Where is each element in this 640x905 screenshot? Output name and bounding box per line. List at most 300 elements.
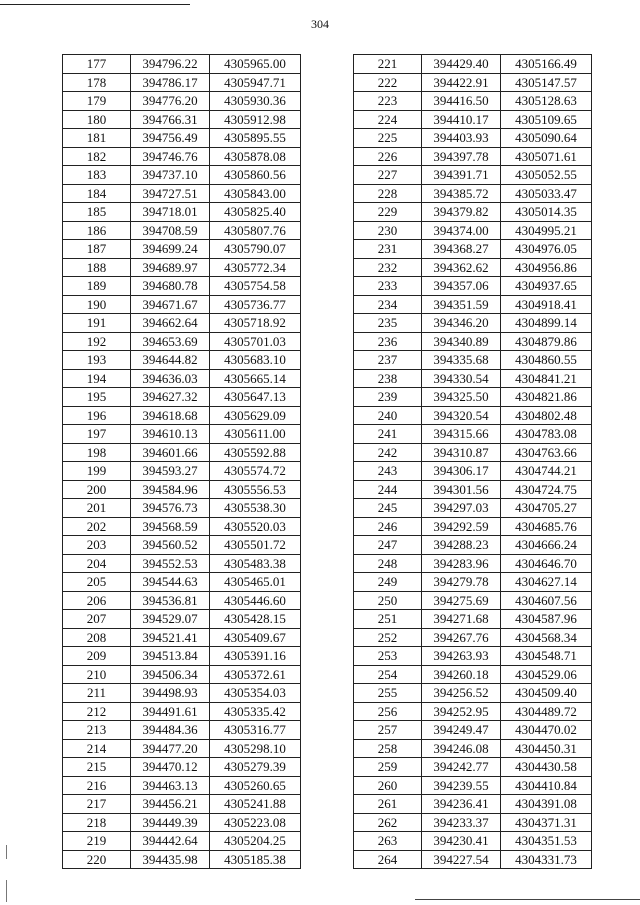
margin-mark <box>6 845 7 859</box>
y-coordinate: 4305701.03 <box>210 332 301 351</box>
table-row <box>354 499 592 518</box>
point-number: 242 <box>354 443 422 462</box>
point-number: 186 <box>63 221 131 240</box>
x-coordinate: 394449.39 <box>131 813 210 832</box>
y-coordinate: 4305354.03 <box>210 684 301 703</box>
x-coordinate: 394297.03 <box>422 499 501 518</box>
x-coordinate: 394442.64 <box>131 832 210 851</box>
table-row <box>354 425 592 444</box>
y-coordinate: 4305574.72 <box>210 462 301 481</box>
y-coordinate: 4304821.86 <box>501 388 592 407</box>
point-number: 201 <box>63 499 131 518</box>
table-row <box>63 776 301 795</box>
table-row <box>63 462 301 481</box>
x-coordinate: 394236.41 <box>422 795 501 814</box>
x-coordinate: 394260.18 <box>422 665 501 684</box>
table-row <box>63 129 301 148</box>
point-number: 236 <box>354 332 422 351</box>
y-coordinate: 4304995.21 <box>501 221 592 240</box>
y-coordinate: 4305629.09 <box>210 406 301 425</box>
point-number: 232 <box>354 258 422 277</box>
table-row <box>63 240 301 259</box>
y-coordinate: 4305446.60 <box>210 591 301 610</box>
table-row <box>354 129 592 148</box>
y-coordinate: 4304529.06 <box>501 665 592 684</box>
y-coordinate: 4304860.55 <box>501 351 592 370</box>
table-row <box>354 591 592 610</box>
table-row <box>354 628 592 647</box>
y-coordinate: 4304627.14 <box>501 573 592 592</box>
x-coordinate: 394529.07 <box>131 610 210 629</box>
point-number: 238 <box>354 369 422 388</box>
x-coordinate: 394310.87 <box>422 443 501 462</box>
point-number: 227 <box>354 166 422 185</box>
y-coordinate: 4305947.71 <box>210 73 301 92</box>
x-coordinate: 394536.81 <box>131 591 210 610</box>
table-row <box>63 832 301 851</box>
y-coordinate: 4305335.42 <box>210 702 301 721</box>
point-number: 203 <box>63 536 131 555</box>
y-coordinate: 4305409.67 <box>210 628 301 647</box>
point-number: 219 <box>63 832 131 851</box>
x-coordinate: 394340.89 <box>422 332 501 351</box>
point-number: 216 <box>63 776 131 795</box>
table-row <box>63 665 301 684</box>
point-number: 263 <box>354 832 422 851</box>
table-row <box>354 351 592 370</box>
x-coordinate: 394397.78 <box>422 147 501 166</box>
y-coordinate: 4304646.70 <box>501 554 592 573</box>
point-number: 207 <box>63 610 131 629</box>
x-coordinate: 394796.22 <box>131 55 210 74</box>
point-number: 249 <box>354 573 422 592</box>
point-number: 189 <box>63 277 131 296</box>
x-coordinate: 394301.56 <box>422 480 501 499</box>
table-row <box>354 277 592 296</box>
point-number: 217 <box>63 795 131 814</box>
table-row <box>354 147 592 166</box>
point-number: 179 <box>63 92 131 111</box>
point-number: 253 <box>354 647 422 666</box>
y-coordinate: 4304956.86 <box>501 258 592 277</box>
table-row <box>63 591 301 610</box>
y-coordinate: 4305718.92 <box>210 314 301 333</box>
table-row <box>63 332 301 351</box>
x-coordinate: 394552.53 <box>131 554 210 573</box>
table-row <box>63 295 301 314</box>
y-coordinate: 4304410.84 <box>501 776 592 795</box>
x-coordinate: 394379.82 <box>422 203 501 222</box>
table-row <box>354 314 592 333</box>
table-row <box>63 517 301 536</box>
x-coordinate: 394737.10 <box>131 166 210 185</box>
table-row <box>354 739 592 758</box>
x-coordinate: 394230.41 <box>422 832 501 851</box>
x-coordinate: 394746.76 <box>131 147 210 166</box>
table-row <box>63 55 301 74</box>
point-number: 187 <box>63 240 131 259</box>
point-number: 264 <box>354 850 422 869</box>
point-number: 197 <box>63 425 131 444</box>
y-coordinate: 4304548.71 <box>501 647 592 666</box>
table-row <box>63 110 301 129</box>
y-coordinate: 4305391.16 <box>210 647 301 666</box>
y-coordinate: 4305298.10 <box>210 739 301 758</box>
y-coordinate: 4305772.34 <box>210 258 301 277</box>
x-coordinate: 394279.78 <box>422 573 501 592</box>
x-coordinate: 394766.31 <box>131 110 210 129</box>
table-row <box>354 684 592 703</box>
x-coordinate: 394653.69 <box>131 332 210 351</box>
coordinates-table-left <box>62 54 301 869</box>
point-number: 213 <box>63 721 131 740</box>
x-coordinate: 394335.68 <box>422 351 501 370</box>
point-number: 195 <box>63 388 131 407</box>
table-row <box>63 628 301 647</box>
point-number: 262 <box>354 813 422 832</box>
x-coordinate: 394256.52 <box>422 684 501 703</box>
table-row <box>354 573 592 592</box>
x-coordinate: 394568.59 <box>131 517 210 536</box>
y-coordinate: 4305090.64 <box>501 129 592 148</box>
table-row <box>63 795 301 814</box>
y-coordinate: 4305166.49 <box>501 55 592 74</box>
x-coordinate: 394689.97 <box>131 258 210 277</box>
table-row <box>63 536 301 555</box>
point-number: 193 <box>63 351 131 370</box>
point-number: 229 <box>354 203 422 222</box>
y-coordinate: 4304351.53 <box>501 832 592 851</box>
page-number: 304 <box>311 17 329 31</box>
point-number: 243 <box>354 462 422 481</box>
x-coordinate: 394429.40 <box>422 55 501 74</box>
table-row <box>63 647 301 666</box>
y-coordinate: 4305185.38 <box>210 850 301 869</box>
point-number: 228 <box>354 184 422 203</box>
x-coordinate: 394239.55 <box>422 776 501 795</box>
y-coordinate: 4304509.40 <box>501 684 592 703</box>
x-coordinate: 394477.20 <box>131 739 210 758</box>
x-coordinate: 394292.59 <box>422 517 501 536</box>
y-coordinate: 4305665.14 <box>210 369 301 388</box>
table-row <box>63 277 301 296</box>
point-number: 226 <box>354 147 422 166</box>
x-coordinate: 394498.93 <box>131 684 210 703</box>
y-coordinate: 4305965.00 <box>210 55 301 74</box>
point-number: 180 <box>63 110 131 129</box>
table-row <box>63 221 301 240</box>
point-number: 241 <box>354 425 422 444</box>
x-coordinate: 394727.51 <box>131 184 210 203</box>
point-number: 210 <box>63 665 131 684</box>
point-number: 194 <box>63 369 131 388</box>
x-coordinate: 394271.68 <box>422 610 501 629</box>
y-coordinate: 4305071.61 <box>501 147 592 166</box>
table-row <box>63 203 301 222</box>
y-coordinate: 4305147.57 <box>501 73 592 92</box>
table-row <box>354 240 592 259</box>
x-coordinate: 394252.95 <box>422 702 501 721</box>
y-coordinate: 4304331.73 <box>501 850 592 869</box>
point-number: 258 <box>354 739 422 758</box>
y-coordinate: 4305754.58 <box>210 277 301 296</box>
y-coordinate: 4304470.02 <box>501 721 592 740</box>
table-row <box>354 647 592 666</box>
table-row <box>354 832 592 851</box>
x-coordinate: 394470.12 <box>131 758 210 777</box>
table-row <box>354 850 592 869</box>
point-number: 260 <box>354 776 422 795</box>
y-coordinate: 4304783.08 <box>501 425 592 444</box>
point-number: 225 <box>354 129 422 148</box>
y-coordinate: 4304430.58 <box>501 758 592 777</box>
y-coordinate: 4304666.24 <box>501 536 592 555</box>
table-row <box>63 702 301 721</box>
y-coordinate: 4305501.72 <box>210 536 301 555</box>
table-row <box>354 758 592 777</box>
point-number: 181 <box>63 129 131 148</box>
x-coordinate: 394576.73 <box>131 499 210 518</box>
point-number: 182 <box>63 147 131 166</box>
point-number: 192 <box>63 332 131 351</box>
x-coordinate: 394246.08 <box>422 739 501 758</box>
table-row <box>354 55 592 74</box>
table-row <box>354 610 592 629</box>
point-number: 190 <box>63 295 131 314</box>
x-coordinate: 394584.96 <box>131 480 210 499</box>
footer-rule <box>415 899 640 900</box>
table-row <box>354 443 592 462</box>
point-number: 257 <box>354 721 422 740</box>
point-number: 234 <box>354 295 422 314</box>
x-coordinate: 394391.71 <box>422 166 501 185</box>
x-coordinate: 394521.41 <box>131 628 210 647</box>
table-row <box>354 332 592 351</box>
y-coordinate: 4304371.31 <box>501 813 592 832</box>
x-coordinate: 394385.72 <box>422 184 501 203</box>
table-row <box>63 314 301 333</box>
x-coordinate: 394346.20 <box>422 314 501 333</box>
point-number: 256 <box>354 702 422 721</box>
point-number: 196 <box>63 406 131 425</box>
point-number: 209 <box>63 647 131 666</box>
table-row <box>63 499 301 518</box>
point-number: 185 <box>63 203 131 222</box>
point-number: 223 <box>354 92 422 111</box>
y-coordinate: 4305912.98 <box>210 110 301 129</box>
x-coordinate: 394756.49 <box>131 129 210 148</box>
x-coordinate: 394249.47 <box>422 721 501 740</box>
point-number: 220 <box>63 850 131 869</box>
table-row <box>354 369 592 388</box>
y-coordinate: 4305033.47 <box>501 184 592 203</box>
point-number: 261 <box>354 795 422 814</box>
y-coordinate: 4304705.27 <box>501 499 592 518</box>
y-coordinate: 4305109.65 <box>501 110 592 129</box>
x-coordinate: 394627.32 <box>131 388 210 407</box>
x-coordinate: 394463.13 <box>131 776 210 795</box>
point-number: 200 <box>63 480 131 499</box>
x-coordinate: 394513.84 <box>131 647 210 666</box>
table-row <box>354 73 592 92</box>
y-coordinate: 4304724.75 <box>501 480 592 499</box>
y-coordinate: 4305736.77 <box>210 295 301 314</box>
x-coordinate: 394786.17 <box>131 73 210 92</box>
x-coordinate: 394506.34 <box>131 665 210 684</box>
table-row <box>63 850 301 869</box>
x-coordinate: 394699.24 <box>131 240 210 259</box>
table-row <box>354 536 592 555</box>
y-coordinate: 4304976.05 <box>501 240 592 259</box>
table-row <box>63 443 301 462</box>
table-row <box>63 258 301 277</box>
table-row <box>63 425 301 444</box>
x-coordinate: 394776.20 <box>131 92 210 111</box>
y-coordinate: 4305611.00 <box>210 425 301 444</box>
point-number: 183 <box>63 166 131 185</box>
x-coordinate: 394306.17 <box>422 462 501 481</box>
point-number: 259 <box>354 758 422 777</box>
y-coordinate: 4304802.48 <box>501 406 592 425</box>
x-coordinate: 394636.03 <box>131 369 210 388</box>
table-row <box>354 554 592 573</box>
header-rule <box>0 4 190 5</box>
margin-mark <box>6 880 7 902</box>
table-row <box>63 684 301 703</box>
y-coordinate: 4305556.53 <box>210 480 301 499</box>
point-number: 205 <box>63 573 131 592</box>
point-number: 245 <box>354 499 422 518</box>
x-coordinate: 394422.91 <box>422 73 501 92</box>
point-number: 244 <box>354 480 422 499</box>
y-coordinate: 4305878.08 <box>210 147 301 166</box>
y-coordinate: 4305790.07 <box>210 240 301 259</box>
table-row <box>63 480 301 499</box>
table-row <box>354 166 592 185</box>
y-coordinate: 4305372.61 <box>210 665 301 684</box>
table-row <box>354 203 592 222</box>
x-coordinate: 394718.01 <box>131 203 210 222</box>
table-row <box>63 351 301 370</box>
table-row <box>63 147 301 166</box>
x-coordinate: 394320.54 <box>422 406 501 425</box>
x-coordinate: 394544.63 <box>131 573 210 592</box>
table-row <box>63 406 301 425</box>
x-coordinate: 394330.54 <box>422 369 501 388</box>
x-coordinate: 394362.62 <box>422 258 501 277</box>
y-coordinate: 4305223.08 <box>210 813 301 832</box>
y-coordinate: 4305930.36 <box>210 92 301 111</box>
x-coordinate: 394267.76 <box>422 628 501 647</box>
table-row <box>63 92 301 111</box>
point-number: 248 <box>354 554 422 573</box>
point-number: 237 <box>354 351 422 370</box>
y-coordinate: 4305860.56 <box>210 166 301 185</box>
table-row <box>63 388 301 407</box>
table-row <box>354 295 592 314</box>
x-coordinate: 394662.64 <box>131 314 210 333</box>
x-coordinate: 394288.23 <box>422 536 501 555</box>
table-row <box>354 221 592 240</box>
x-coordinate: 394357.06 <box>422 277 501 296</box>
x-coordinate: 394227.54 <box>422 850 501 869</box>
point-number: 211 <box>63 684 131 703</box>
y-coordinate: 4305647.13 <box>210 388 301 407</box>
x-coordinate: 394484.36 <box>131 721 210 740</box>
x-coordinate: 394644.82 <box>131 351 210 370</box>
x-coordinate: 394491.61 <box>131 702 210 721</box>
table-row <box>63 166 301 185</box>
y-coordinate: 4304607.56 <box>501 591 592 610</box>
y-coordinate: 4305843.00 <box>210 184 301 203</box>
y-coordinate: 4304685.76 <box>501 517 592 536</box>
y-coordinate: 4304918.41 <box>501 295 592 314</box>
y-coordinate: 4305520.03 <box>210 517 301 536</box>
table-row <box>354 184 592 203</box>
point-number: 251 <box>354 610 422 629</box>
x-coordinate: 394283.96 <box>422 554 501 573</box>
x-coordinate: 394242.77 <box>422 758 501 777</box>
y-coordinate: 4304450.31 <box>501 739 592 758</box>
table-row <box>354 813 592 832</box>
point-number: 199 <box>63 462 131 481</box>
x-coordinate: 394593.27 <box>131 462 210 481</box>
point-number: 240 <box>354 406 422 425</box>
y-coordinate: 4304587.96 <box>501 610 592 629</box>
point-number: 233 <box>354 277 422 296</box>
table-row <box>63 813 301 832</box>
table-row <box>354 406 592 425</box>
point-number: 215 <box>63 758 131 777</box>
x-coordinate: 394275.69 <box>422 591 501 610</box>
x-coordinate: 394618.68 <box>131 406 210 425</box>
x-coordinate: 394263.93 <box>422 647 501 666</box>
table-row <box>354 258 592 277</box>
x-coordinate: 394671.67 <box>131 295 210 314</box>
point-number: 231 <box>354 240 422 259</box>
table-row <box>354 795 592 814</box>
x-coordinate: 394374.00 <box>422 221 501 240</box>
x-coordinate: 394435.98 <box>131 850 210 869</box>
point-number: 252 <box>354 628 422 647</box>
point-number: 188 <box>63 258 131 277</box>
x-coordinate: 394403.93 <box>422 129 501 148</box>
x-coordinate: 394315.66 <box>422 425 501 444</box>
table-row <box>354 480 592 499</box>
y-coordinate: 4305014.35 <box>501 203 592 222</box>
x-coordinate: 394416.50 <box>422 92 501 111</box>
y-coordinate: 4305316.77 <box>210 721 301 740</box>
y-coordinate: 4305807.76 <box>210 221 301 240</box>
point-number: 224 <box>354 110 422 129</box>
point-number: 254 <box>354 665 422 684</box>
x-coordinate: 394325.50 <box>422 388 501 407</box>
y-coordinate: 4304879.86 <box>501 332 592 351</box>
point-number: 177 <box>63 55 131 74</box>
table-row <box>63 721 301 740</box>
y-coordinate: 4304763.66 <box>501 443 592 462</box>
point-number: 218 <box>63 813 131 832</box>
y-coordinate: 4305241.88 <box>210 795 301 814</box>
point-number: 255 <box>354 684 422 703</box>
table-row <box>63 554 301 573</box>
y-coordinate: 4304391.08 <box>501 795 592 814</box>
table-row <box>63 369 301 388</box>
y-coordinate: 4305279.39 <box>210 758 301 777</box>
y-coordinate: 4304489.72 <box>501 702 592 721</box>
table-row <box>63 184 301 203</box>
point-number: 230 <box>354 221 422 240</box>
